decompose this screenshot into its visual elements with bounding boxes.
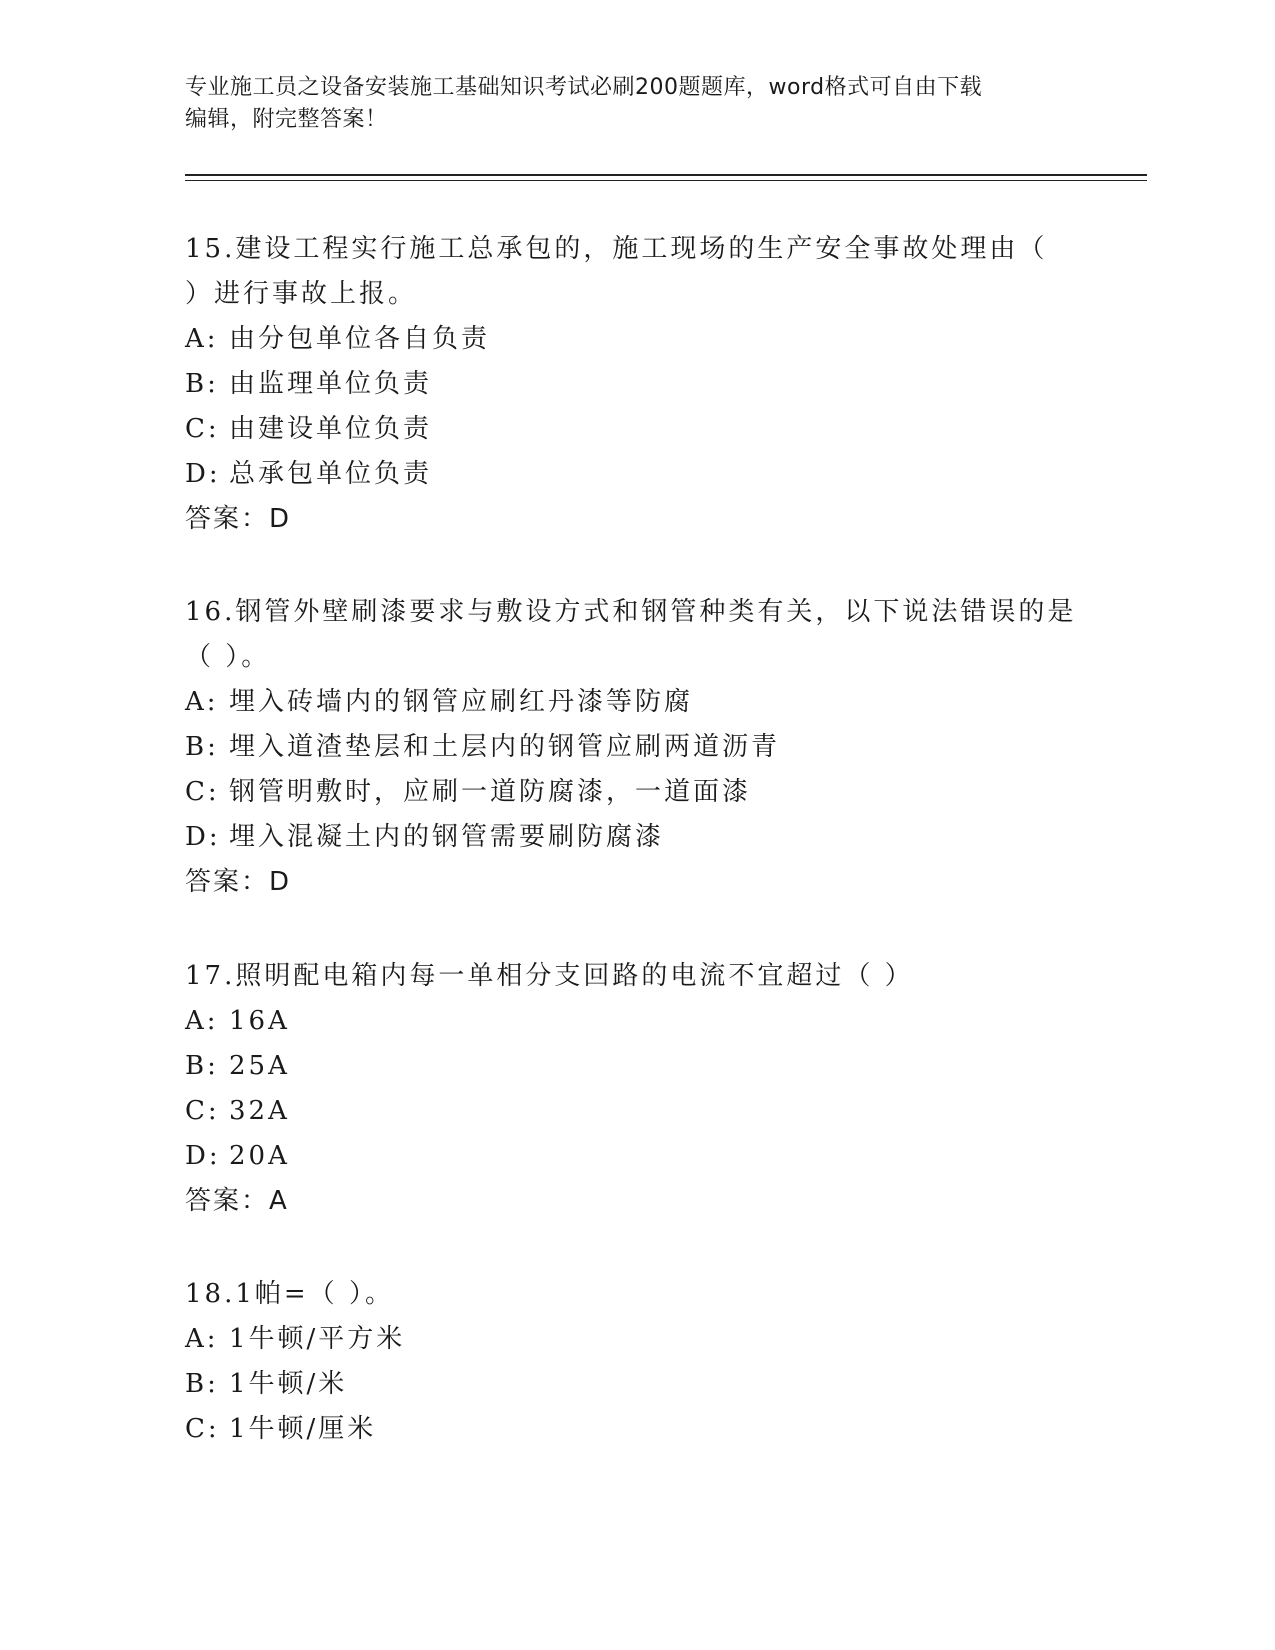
question-stem-line-1: 15.建设工程实行施工总承包的，施工现场的生产安全事故处理由（	[185, 234, 1048, 264]
option-key: A:	[185, 1006, 219, 1036]
option-key: B:	[185, 1051, 219, 1081]
option-text: 由建设单位负责	[229, 414, 433, 444]
question-stem	[185, 227, 1085, 317]
option-d	[185, 452, 1085, 497]
option-key: B:	[185, 732, 219, 762]
option-text: 16A	[229, 1006, 290, 1036]
option-d	[185, 1134, 1085, 1179]
option-b	[185, 725, 1085, 770]
header-divider-thin	[185, 180, 1147, 181]
question-stem	[185, 590, 1085, 680]
header-divider-thick	[185, 174, 1147, 176]
option-text: 埋入道渣垫层和土层内的钢管应刷两道沥青	[229, 732, 781, 762]
option-d	[185, 815, 1085, 860]
option-text: 20A	[229, 1141, 290, 1171]
answer-label: 答案：A	[185, 1186, 289, 1216]
option-b	[185, 362, 1085, 407]
question-stem-line-1: 16.钢管外壁刷漆要求与敷设方式和钢管种类有关，以下说法错误的是	[185, 597, 1077, 627]
option-key: D:	[185, 459, 221, 489]
option-text: 25A	[229, 1051, 290, 1081]
option-text: 由监理单位负责	[229, 369, 433, 399]
answer-label: 答案：D	[185, 867, 292, 897]
option-key: C:	[185, 414, 220, 444]
question-16	[185, 590, 1085, 905]
option-key: A:	[185, 687, 219, 717]
question-stem	[185, 954, 1085, 999]
option-key: B:	[185, 1369, 219, 1399]
question-18	[185, 1272, 1085, 1452]
option-text: 总承包单位负责	[229, 459, 433, 489]
option-text: 埋入砖墙内的钢管应刷红丹漆等防腐	[229, 687, 694, 717]
option-text: 1牛顿/米	[229, 1369, 348, 1399]
question-stem	[185, 1272, 1085, 1317]
option-a	[185, 999, 1085, 1044]
option-a	[185, 680, 1085, 725]
question-stem-line-1: 18.1帕=（ ）。	[185, 1279, 394, 1309]
option-text: 由分包单位各自负责	[229, 324, 491, 354]
question-stem-line-2: ）进行事故上报。	[185, 279, 418, 309]
question-stem-line-2: （ ）。	[185, 642, 271, 672]
option-c	[185, 1089, 1085, 1134]
option-key: C:	[185, 1096, 220, 1126]
header-line-1: 专业施工员之设备安装施工基础知识考试必刷200题题库，word格式可自由下载	[185, 75, 983, 100]
option-c	[185, 1407, 1085, 1452]
option-text: 1牛顿/平方米	[229, 1324, 406, 1354]
option-key: A:	[185, 1324, 219, 1354]
header-line-2: 编辑，附完整答案！	[185, 107, 388, 132]
option-c	[185, 407, 1085, 452]
option-key: D:	[185, 822, 221, 852]
question-stem-line-1: 17.照明配电箱内每一单相分支回路的电流不宜超过（ ）	[185, 961, 914, 991]
option-a	[185, 1317, 1085, 1362]
document-header	[185, 72, 1065, 136]
option-key: A:	[185, 324, 219, 354]
option-key: B:	[185, 369, 219, 399]
option-key: C:	[185, 777, 220, 807]
option-b	[185, 1362, 1085, 1407]
question-15	[185, 227, 1085, 542]
option-key: D:	[185, 1141, 221, 1171]
option-text: 埋入混凝土内的钢管需要刷防腐漆	[229, 822, 665, 852]
option-text: 钢管明敷时，应刷一道防腐漆，一道面漆	[229, 777, 752, 807]
option-c	[185, 770, 1085, 815]
option-b	[185, 1044, 1085, 1089]
option-text: 32A	[229, 1096, 290, 1126]
option-key: C:	[185, 1414, 220, 1444]
question-17	[185, 954, 1085, 1224]
option-a	[185, 317, 1085, 362]
option-text: 1牛顿/厘米	[229, 1414, 377, 1444]
answer-label: 答案：D	[185, 504, 292, 534]
